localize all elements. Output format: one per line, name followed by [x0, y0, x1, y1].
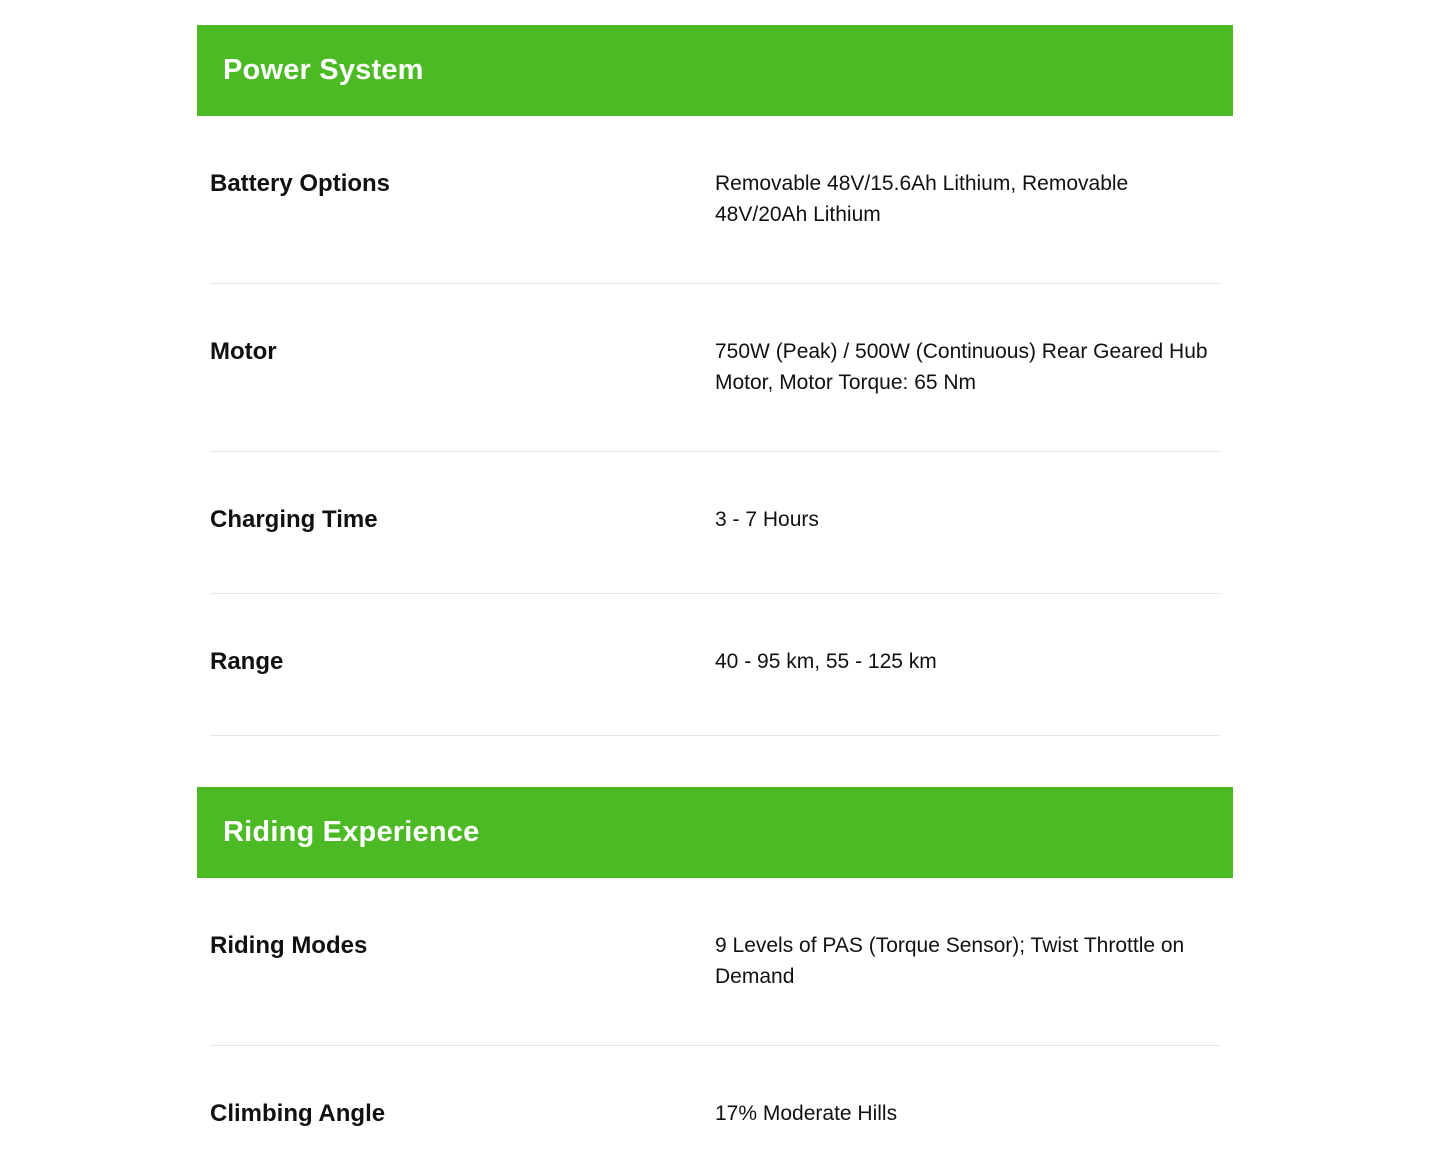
spec-value: 9 Levels of PAS (Torque Sensor); Twist Throttle on Demand — [715, 934, 1185, 988]
spec-row-range — [210, 594, 1220, 736]
spec-value: Removable 48V/15.6Ah Lithium, Removable 48V/20Ah Lithium — [715, 172, 1129, 226]
spec-row-motor — [210, 284, 1220, 452]
section-title: Power System — [223, 54, 424, 86]
spec-row-battery-options — [210, 116, 1220, 284]
spec-value: 17% Moderate Hills — [715, 1102, 898, 1125]
section-header — [197, 787, 1233, 878]
spec-label: Range — [210, 648, 284, 675]
spec-label: Charging Time — [210, 506, 378, 533]
spec-row-charging-time — [210, 452, 1220, 594]
section-title: Riding Experience — [223, 816, 480, 848]
spec-value: 40 - 95 km, 55 - 125 km — [715, 650, 937, 673]
spec-label: Riding Modes — [210, 932, 368, 959]
spec-label: Battery Options — [210, 170, 391, 197]
spec-row-riding-modes — [210, 878, 1220, 1046]
spec-value: 750W (Peak) / 500W (Continuous) Rear Geared Hub Motor, Motor Torque: 65 Nm — [715, 340, 1208, 394]
spec-row-climbing-angle — [210, 1046, 1220, 1156]
power-system-section — [197, 25, 1233, 736]
riding-experience-section — [197, 787, 1233, 1156]
spec-value: 3 - 7 Hours — [715, 508, 819, 531]
spec-label: Climbing Angle — [210, 1100, 386, 1127]
spec-label: Motor — [210, 338, 277, 365]
section-header — [197, 25, 1233, 116]
